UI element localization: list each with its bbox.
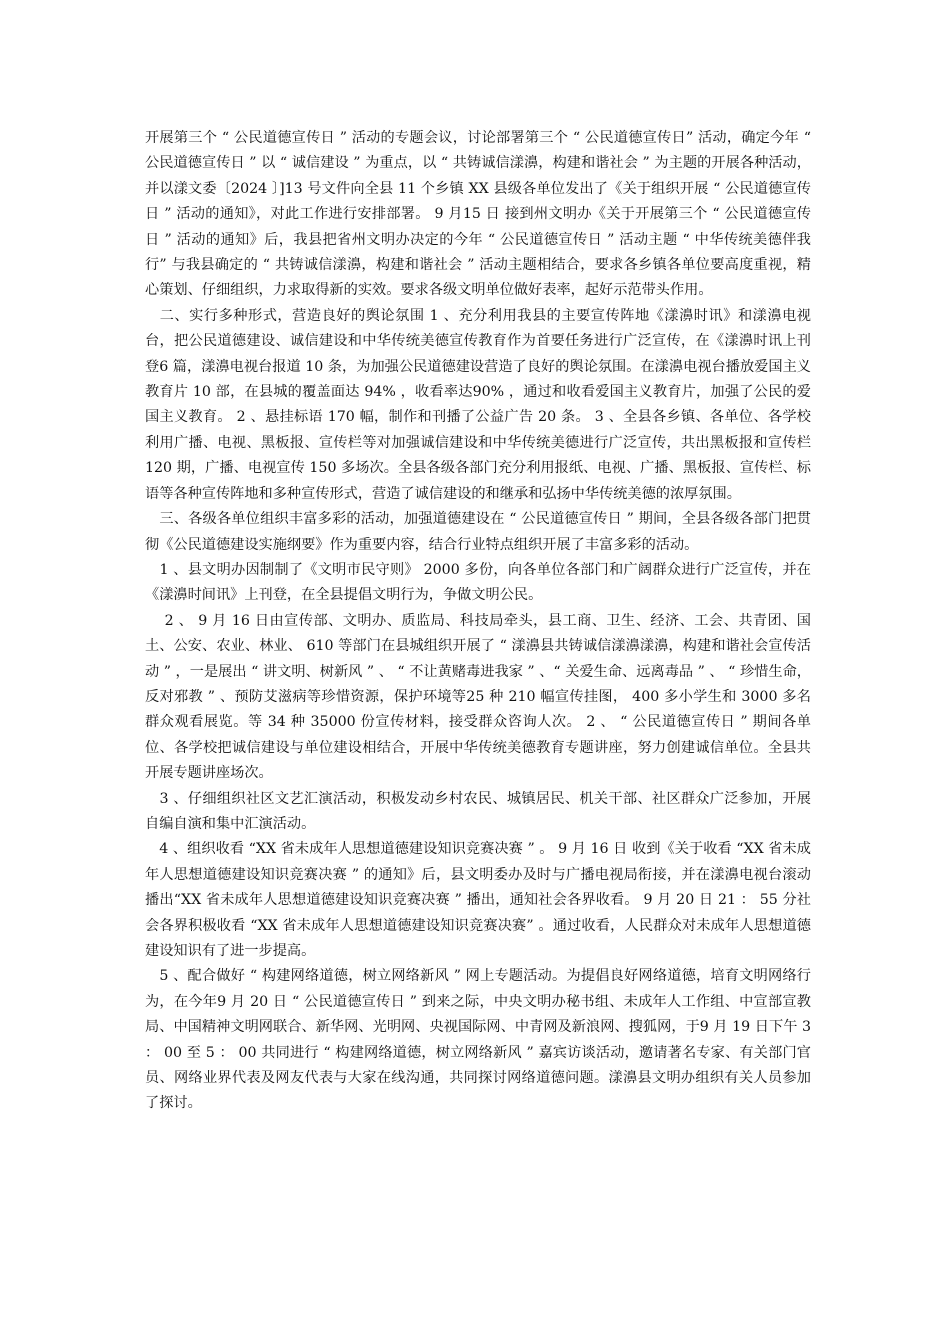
paragraph-item-3: 3 、仔细组织社区文艺汇演活动，积极发动乡村农民、城镇居民、机关干部、社区群众广泛参加，开展自编自演和集中汇演活动。 — [145, 790, 811, 832]
paragraph-item-5: 5 、配合做好 “ 构建网络道德，树立网络新风 ” 网上专题活动。为提倡良好网络道德，培育文明网络行为，在今年9 月 20 日 “ 公民道德宣传日 ” 到来之际，中央文明办秘书组、未成年人工作组、中宣部宣教局、中国精神文明网联合、新华网、光明网、央视国际网、中青网及新浪网、搜狐网，于9 月 19 日下午 3 ： 00 至 5 ： 00 共同进行 “ 构建网络道德，树立网络新风 ” 嘉宾访谈活动，邀请著名专家、有关部门官员、网络业界代表及网友代表与大家在线沟通，共同探讨网络道德问题。漾濞县文明办组织有关人员参加了探讨。 — [145, 968, 811, 1112]
paragraph-intro: 开展第三个 “ 公民道德宣传日 ” 活动的专题会议，讨论部署第三个 “ 公民道德宣传日” 活动，确定今年 “ 公民道德宣传日 ” 以 “ 诚信建设 ” 为重点，以 “ 共铸诚信漾濞，构建和谐社会 ” 为主题的开展各种活动，并以漾文委〔2024 〕]13 号文件向全县 11 个乡镇 XX 县级各单位发出了《关于组织开展 “ 公民道德宣传日 ” 活动的通知》，对此工作进行安排部署。 9 月15 日 接到州文明办《关于开展第三个 “ 公民道德宣传日 ” 活动的通知》后，我县把省州文明办决定的今年 “ 公民道德宣传日 ” 活动主题 “ 中华传统美德伴我行” 与我县确定的 “ 共铸诚信漾濞，构建和谐社会 ” 活动主题相结合，要求各乡镇各单位要高度重视，精心策划、仔细组织，力求取得新的实效。要求各级文明单位做好表率，起好示范带头作用。 — [145, 130, 811, 299]
paragraph-section-three: 三、各级各单位组织丰富多彩的活动，加强道德建设在 “ 公民道德宣传日 ” 期间，全县各级各部门把贯彻《公民道德建设实施纲要》作为重要内容，结合行业特点组织开展了丰富多彩的活动。 — [145, 511, 811, 553]
paragraph-item-4: 4 、组织收看 “XX 省未成年人思想道德建设知识竞赛决赛 ” 。 9 月 16 日 收到《关于收看 “XX 省未成年人思想道德建设知识竞赛决赛 ” 的通知》后，县文明委办及时与广播电视局衔接，并在漾濞电视台滚动播出“XX 省未成年人思想道德建设知识竞赛决赛 ” 播出，通知社会各界收看。 9 月 20 日 21 ： 55 分社会各界积极收看 “XX 省未成年人思想道德建设知识竞赛决赛” 。通过收看，人民群众对未成年人思想道德建设知识有了进一步提高。 — [145, 841, 811, 959]
paragraph-section-two: 二、实行多种形式，营造良好的舆论氛围 1 、充分利用我县的主要宣传阵地《漾濞时讯》和漾濞电视台，把公民道德建设、诚信建设和中华传统美德宣传教育作为首要任务进行广泛宣传，在《漾濞时讯上刊登6 篇，漾濞电视台报道 10 条，为加强公民道德建设营造了良好的舆论氛围。在漾濞电视台播放爱国主义教育片 10 部，在县城的覆盖面达 94% ，收看率达90% ，通过和收看爱国主义教育片，加强了公民的爱国主义教育。 2 、悬挂标语 170 幅，制作和刊播了公益广告 20 条。 3 、全县各乡镇、各单位、各学校利用广播、电视、黑板报、宣传栏等对加强诚信建设和中华传统美德进行广泛宣传，共出黑板报和宣传栏 120 期，广播、电视宣传 150 多场次。全县各级各部门充分利用报纸、电视、广播、黑板报、宣传栏、标语等各种宣传阵地和多种宣传形式，营造了诚信建设的和继承和弘扬中华传统美德的浓厚氛围。 — [145, 307, 811, 502]
paragraph-item-1: 1 、县文明办因制制了《文明市民守则》 2000 多份，向各单位各部门和广阔群众进行广泛宣传，并在《漾濞时间讯》上刊登，在全县提倡文明行为，争做文明公民。 — [145, 561, 811, 604]
paragraph-item-2: 2 、 9 月 16 日由宣传部、文明办、质监局、科技局牵头，县工商、卫生、经济、工会、共青团、国土、公安、农业、林业、 610 等部门在县城组织开展了 “ 漾濞县共铸诚信漾濞漾濞，构建和谐社会宣传活动 ” ，一是展出 “ 讲文明、树新风 ” 、 “ 不让黄赌毒进我家 ” 、“ 关爱生命、远离毒品 ” 、 “ 珍惜生命，反对邪教 ” 、预防艾滋病等珍惜资源，保护环境等25 种 210 幅宣传挂图， 400 多小学生和 3000 多名群众观看展览。等 34 种 35000 份宣传材料，接受群众咨询人次。 2 、 “ 公民道德宣传日 ” 期间各单位、各学校把诚信建设与单位建设相结合，开展中华传统美德教育专题讲座，努力创建诚信单位。全县共开展专题讲座场次。 — [145, 612, 811, 782]
document-body — [145, 126, 811, 1117]
